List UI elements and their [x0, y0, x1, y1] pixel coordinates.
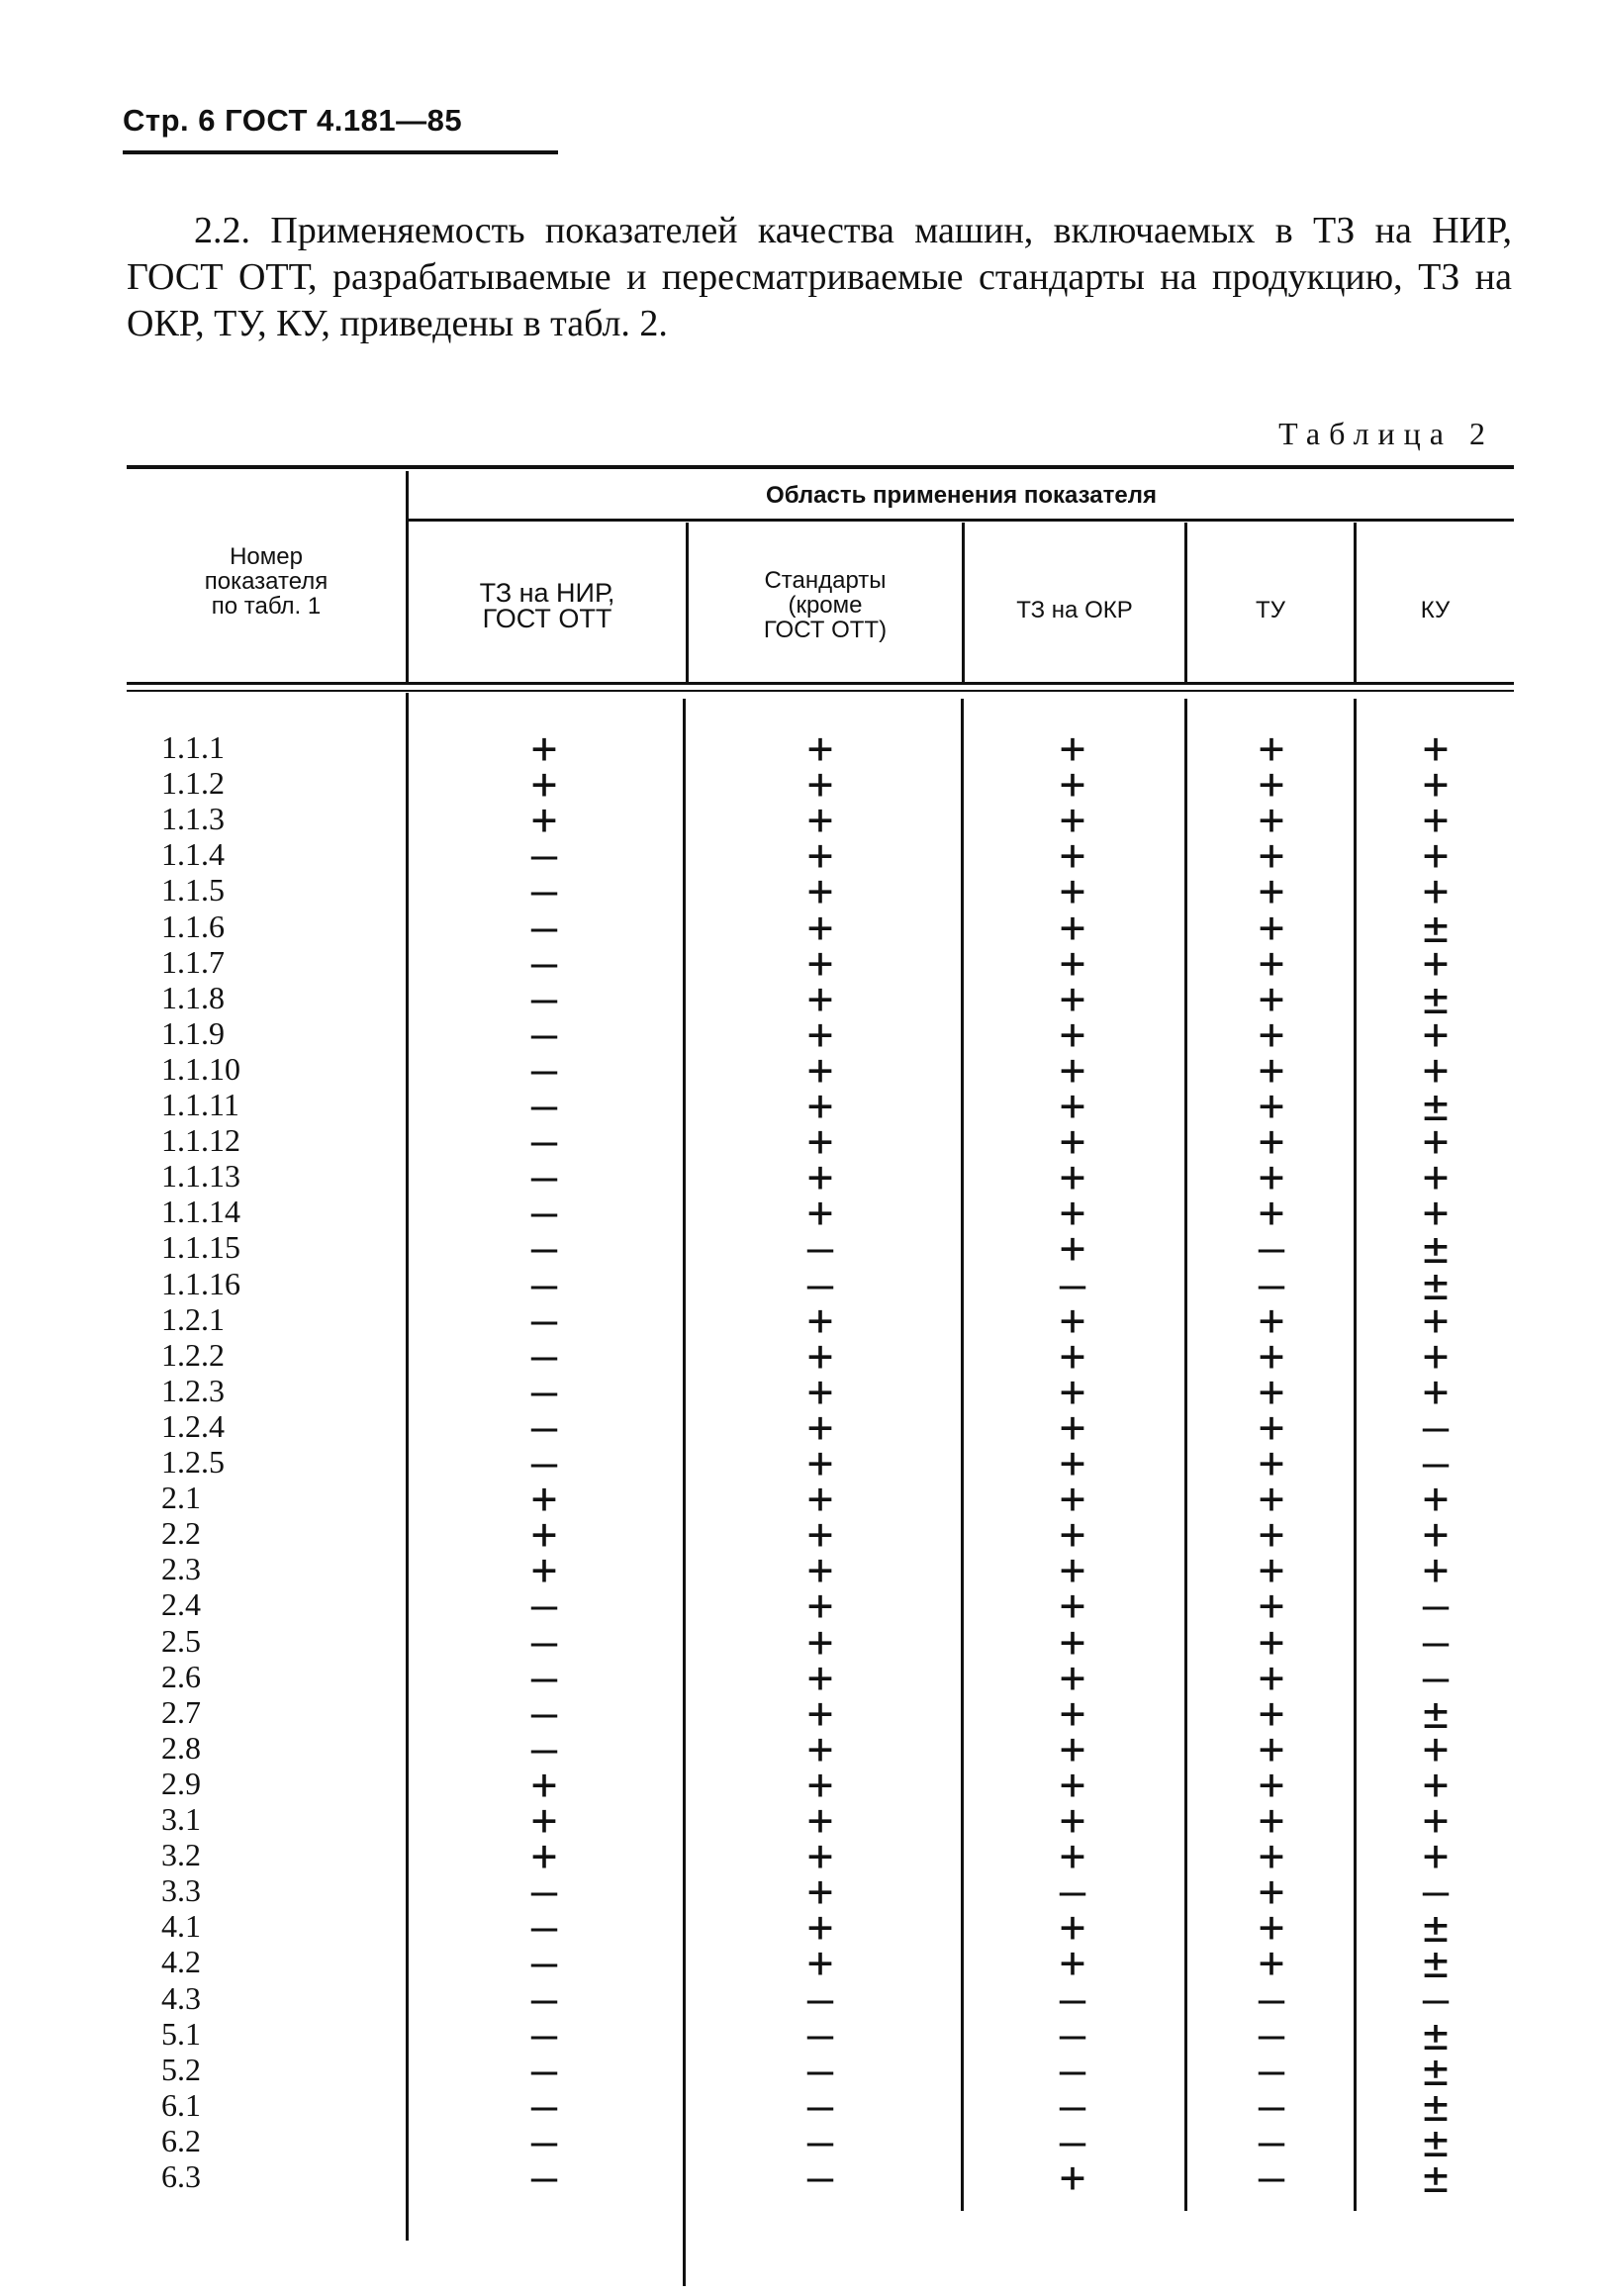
table-cell: + [806, 1545, 834, 1595]
row-number: 4.1 [161, 1908, 201, 1944]
table-cell: + [806, 1653, 834, 1703]
table-cell: + [1059, 830, 1086, 881]
table-cell: — [530, 1938, 558, 1988]
table-cell: + [1258, 1545, 1285, 1595]
table-cell: + [806, 866, 834, 916]
table-cell: — [530, 1617, 558, 1668]
table-cell: — [530, 1402, 558, 1453]
table-cell: — [806, 2152, 834, 2203]
row-number: 1.1.15 [161, 1229, 240, 1265]
table-cell: — [530, 1580, 558, 1631]
table-cell: + [806, 1045, 834, 1096]
table-cell: + [1059, 1081, 1086, 1131]
table-cell: + [806, 723, 834, 774]
col-header-ku [1357, 598, 1514, 622]
table-cell: — [530, 2010, 558, 2060]
col-header-standards-line-1: Стандарты [764, 567, 887, 594]
table-cell: — [530, 2081, 558, 2132]
row-number: 1.1.14 [161, 1194, 240, 1229]
table-cell: + [1059, 1509, 1086, 1560]
table-cell: + [1059, 1545, 1086, 1595]
table-cell: — [1059, 2081, 1086, 2132]
table-cell: + [1258, 1438, 1285, 1488]
table-cell: + [1258, 938, 1285, 989]
table-cell: + [806, 1795, 834, 1846]
table-cell: — [530, 1331, 558, 1382]
table-cell: + [1422, 1152, 1450, 1202]
table-cell: + [1258, 1902, 1285, 1953]
table-cell: + [1422, 1045, 1450, 1096]
table-cell: + [1258, 1724, 1285, 1774]
table-cell: — [1258, 2152, 1285, 2203]
table-title: Таблица 2 [1278, 416, 1494, 451]
table-cell: + [530, 1760, 558, 1810]
table-cell: + [1258, 903, 1285, 953]
row-header-line-3: по табл. 1 [211, 593, 322, 620]
table-cell: + [1059, 1724, 1086, 1774]
table-cell: + [1059, 1580, 1086, 1631]
table-cell: + [1258, 1509, 1285, 1560]
table-cell: + [1059, 1474, 1086, 1524]
table-cell: + [806, 1295, 834, 1346]
table-top-rule [127, 465, 1514, 469]
table-cell: + [806, 1866, 834, 1917]
row-number: 1.1.4 [161, 836, 225, 872]
row-number: 5.2 [161, 2052, 201, 2087]
body-divider-4 [1354, 699, 1357, 2211]
table-cell: + [1422, 1009, 1450, 1060]
table-cell: + [530, 1474, 558, 1524]
col-header-tz-okr-line-1: ТЗ на ОКР [1016, 597, 1133, 623]
table-cell: + [1258, 1653, 1285, 1703]
row-number: 6.2 [161, 2123, 201, 2158]
table-cell: + [1059, 1331, 1086, 1382]
table-cell: + [1422, 1331, 1450, 1382]
table-cell: + [530, 1509, 558, 1560]
table-cell: — [530, 1188, 558, 1238]
table-cell: — [530, 1974, 558, 2025]
table-cell: + [806, 830, 834, 881]
row-number: 1.1.1 [161, 729, 225, 765]
col-header-standards [689, 568, 962, 642]
table-cell: — [530, 1223, 558, 1274]
col-header-tu [1187, 598, 1354, 622]
table-cell: — [530, 1009, 558, 1060]
table-cell: + [1059, 1045, 1086, 1096]
row-number: 6.1 [161, 2087, 201, 2123]
table-cell: — [1059, 1974, 1086, 2025]
table-cell: + [1258, 1938, 1285, 1988]
table-cell: + [806, 974, 834, 1024]
table-cell: + [806, 1474, 834, 1524]
table-cell: + [1258, 1795, 1285, 1846]
row-number: 1.1.8 [161, 980, 225, 1015]
table-cell: + [806, 903, 834, 953]
table-cell: — [806, 2010, 834, 2060]
row-number: 1.1.7 [161, 944, 225, 980]
table-cell: + [1059, 903, 1086, 953]
table-cell: + [1059, 1223, 1086, 1274]
row-number: 2.1 [161, 1480, 201, 1515]
table-cell: + [1258, 1617, 1285, 1668]
table-cell: — [1258, 1260, 1285, 1310]
table-cell: — [806, 1223, 834, 1274]
table-cell: + [1059, 1653, 1086, 1703]
table-cell: + [1258, 1402, 1285, 1453]
section-paragraph: 2.2. Применяемость показателей качества машин, включаемых в ТЗ на НИР, ГОСТ ОТТ, разрабатываемые и пересматриваемые стандарты на продукцию, ТЗ на ОКР, ТУ, КУ, приведены в табл. 2. [127, 210, 1512, 344]
table-cell: + [1059, 723, 1086, 774]
table-cell: + [1422, 1474, 1450, 1524]
row-number: 1.1.12 [161, 1122, 240, 1158]
row-number: 6.3 [161, 2158, 201, 2194]
table-cell: + [1059, 759, 1086, 810]
col-header-tu-line-1: ТУ [1256, 597, 1285, 623]
table-cell: ± [1422, 1938, 1450, 1988]
table-cell: — [530, 1902, 558, 1953]
table-cell: + [1059, 1938, 1086, 1988]
row-number: 1.1.11 [161, 1087, 239, 1122]
table-cell: + [806, 795, 834, 845]
table-cell: — [530, 1045, 558, 1096]
row-number: 2.8 [161, 1730, 201, 1766]
table-cell: + [530, 723, 558, 774]
table-cell: + [1422, 1724, 1450, 1774]
table-cell: + [1422, 1116, 1450, 1167]
row-number: 2.4 [161, 1586, 201, 1622]
table-cell: + [1059, 1795, 1086, 1846]
row-number: 1.1.6 [161, 909, 225, 944]
table-cell: + [1422, 795, 1450, 845]
table-cell: ± [1422, 2117, 1450, 2167]
table-cell: — [530, 830, 558, 881]
table-cell: + [1422, 1795, 1450, 1846]
table-cell: + [1258, 1188, 1285, 1238]
table-cell: — [530, 1438, 558, 1488]
table-cell: + [1422, 1367, 1450, 1417]
group-header-rule [409, 519, 1514, 522]
table-cell: + [806, 1081, 834, 1131]
table-cell: — [806, 1974, 834, 2025]
table-cell: + [530, 1831, 558, 1881]
body-divider-3 [1184, 699, 1187, 2211]
table-cell: + [1059, 2152, 1086, 2203]
table-cell: ± [1422, 2046, 1450, 2096]
table-cell: + [1059, 1116, 1086, 1167]
table-cell: ± [1422, 1260, 1450, 1310]
row-number: 1.2.5 [161, 1444, 225, 1480]
table-cell: + [806, 1688, 834, 1739]
col-header-ku-line-1: КУ [1420, 597, 1451, 623]
table-cell: + [806, 1116, 834, 1167]
table-cell: + [1258, 1367, 1285, 1417]
table-cell: — [1258, 2046, 1285, 2096]
table-cell: ± [1422, 1688, 1450, 1739]
row-number: 3.1 [161, 1801, 201, 1837]
table-cell: + [1258, 974, 1285, 1024]
table-cell: + [1422, 1831, 1450, 1881]
header-bottom-rule [127, 682, 1514, 685]
row-number: 1.1.2 [161, 765, 225, 801]
table-cell: + [1422, 759, 1450, 810]
table-cell: — [1422, 1974, 1450, 2025]
table-cell: — [530, 1116, 558, 1167]
body-divider-1 [683, 699, 686, 2286]
row-header-line-1: Номер [230, 543, 303, 570]
row-number: 1.1.13 [161, 1158, 240, 1194]
table-cell: — [530, 903, 558, 953]
row-number: 5.1 [161, 2016, 201, 2052]
row-number: 1.2.3 [161, 1373, 225, 1408]
table-cell: + [530, 1545, 558, 1595]
table-cell: — [1258, 1974, 1285, 2025]
col-header-standards-line-3: ГОСТ ОТТ) [763, 617, 888, 643]
table-cell: + [806, 759, 834, 810]
table-cell: + [806, 1402, 834, 1453]
col-header-tz-okr [965, 598, 1184, 622]
table-cell: + [1059, 1760, 1086, 1810]
table-cell: + [1258, 1045, 1285, 1096]
table-cell: — [530, 1724, 558, 1774]
table-cell: + [1422, 1295, 1450, 1346]
table-cell: — [1258, 2010, 1285, 2060]
table-cell: — [1422, 1438, 1450, 1488]
row-number: 1.1.10 [161, 1051, 240, 1087]
row-number: 2.9 [161, 1766, 201, 1801]
table-cell: + [806, 1760, 834, 1810]
table-cell: + [1422, 1509, 1450, 1560]
table-cell: + [1059, 974, 1086, 1024]
row-number: 3.3 [161, 1872, 201, 1908]
table-cell: ± [1422, 974, 1450, 1024]
col-header-tz-nir [409, 580, 686, 631]
table-cell: — [1059, 2046, 1086, 2096]
row-number: 2.3 [161, 1551, 201, 1586]
row-number: 1.1.5 [161, 872, 225, 908]
table-cell: — [1059, 1260, 1086, 1310]
table-cell: — [1422, 1866, 1450, 1917]
table-cell: + [806, 1438, 834, 1488]
table-cell: — [1059, 2010, 1086, 2060]
table-cell: — [530, 1152, 558, 1202]
table-cell: — [1059, 2117, 1086, 2167]
row-header-line-2: показателя [204, 568, 329, 595]
table-cell: + [1059, 1152, 1086, 1202]
table-cell: + [1059, 1688, 1086, 1739]
table-cell: + [1422, 723, 1450, 774]
table-cell: + [530, 1795, 558, 1846]
table-cell: + [1258, 723, 1285, 774]
row-number: 4.3 [161, 1980, 201, 2016]
table-cell: + [1422, 830, 1450, 881]
table-cell: + [1059, 866, 1086, 916]
table-cell: + [806, 1331, 834, 1382]
table-cell: + [1059, 795, 1086, 845]
table-cell: + [806, 1188, 834, 1238]
group-header: Область применения показателя [766, 482, 1157, 509]
table-cell: + [1258, 1331, 1285, 1382]
table-cell: — [1422, 1402, 1450, 1453]
table-cell: + [806, 1902, 834, 1953]
table-cell: + [806, 1938, 834, 1988]
body-divider-0 [406, 693, 409, 2241]
col-header-standards-line-2: (кроме [788, 592, 863, 619]
table-cell: ± [1422, 2081, 1450, 2132]
table-cell: + [1258, 795, 1285, 845]
table-cell: — [530, 2152, 558, 2203]
table-cell: — [530, 1295, 558, 1346]
row-number: 2.7 [161, 1694, 201, 1730]
table-cell: + [1258, 1152, 1285, 1202]
table-cell: — [806, 2117, 834, 2167]
table-cell: — [806, 2046, 834, 2096]
table-cell: + [1059, 1009, 1086, 1060]
row-number: 2.2 [161, 1515, 201, 1551]
table-cell: + [1059, 1367, 1086, 1417]
row-number: 4.2 [161, 1944, 201, 1979]
table-cell: ± [1422, 903, 1450, 953]
table-cell: + [1059, 938, 1086, 989]
table-cell: + [1258, 1760, 1285, 1810]
table-cell: — [530, 974, 558, 1024]
table-cell: + [1059, 1295, 1086, 1346]
table-cell: — [530, 866, 558, 916]
table-cell: ± [1422, 2152, 1450, 2203]
table-cell: + [806, 1009, 834, 1060]
table-cell: + [1258, 830, 1285, 881]
table-cell: + [1422, 1188, 1450, 1238]
table-cell: — [530, 938, 558, 989]
table-cell: + [1258, 1831, 1285, 1881]
row-number: 1.1.16 [161, 1266, 240, 1301]
row-number: 1.1.9 [161, 1015, 225, 1051]
table-cell: ± [1422, 1223, 1450, 1274]
table-cell: + [1258, 1081, 1285, 1131]
table-cell: + [530, 795, 558, 845]
table-cell: — [530, 1653, 558, 1703]
table-cell: + [1258, 1474, 1285, 1524]
row-number: 1.2.4 [161, 1408, 225, 1444]
table-cell: — [1258, 2117, 1285, 2167]
table-cell: + [806, 1831, 834, 1881]
table-cell: — [1422, 1653, 1450, 1703]
row-number: 2.5 [161, 1623, 201, 1659]
row-header-cell [127, 544, 406, 619]
table-cell: + [806, 1509, 834, 1560]
table-cell: ± [1422, 1081, 1450, 1131]
table-cell: + [1258, 1295, 1285, 1346]
table-cell: — [530, 1866, 558, 1917]
table-cell: + [1258, 1688, 1285, 1739]
table-cell: + [806, 938, 834, 989]
table-cell: + [1258, 1009, 1285, 1060]
table-cell: — [530, 1260, 558, 1310]
header-bottom-rule-2 [127, 690, 1514, 692]
row-number: 1.2.2 [161, 1337, 225, 1373]
table-cell: ± [1422, 2010, 1450, 2060]
table-cell: — [806, 1260, 834, 1310]
table-cell: ± [1422, 1902, 1450, 1953]
table-cell: + [806, 1724, 834, 1774]
table-cell: + [806, 1367, 834, 1417]
table-cell: + [806, 1580, 834, 1631]
table-cell: + [1422, 1760, 1450, 1810]
table-cell: — [530, 2046, 558, 2096]
row-number: 1.1.3 [161, 801, 225, 836]
table-cell: + [1258, 1580, 1285, 1631]
table-cell: + [1422, 1545, 1450, 1595]
col-header-tz-nir-line-2: ГОСТ ОТТ [482, 604, 612, 633]
table-cell: + [1258, 1866, 1285, 1917]
table-cell: — [1422, 1617, 1450, 1668]
table-cell: — [530, 1688, 558, 1739]
table-cell: — [1059, 1866, 1086, 1917]
header-underline [123, 150, 558, 154]
table-cell: + [806, 1617, 834, 1668]
table-cell: — [1258, 2081, 1285, 2132]
row-number: 2.6 [161, 1659, 201, 1694]
table-cell: + [1059, 1617, 1086, 1668]
table-cell: — [1258, 1223, 1285, 1274]
table-cell: + [1422, 938, 1450, 989]
row-number: 3.2 [161, 1837, 201, 1872]
table-cell: + [1258, 1116, 1285, 1167]
table-cell: + [1258, 759, 1285, 810]
table-cell: — [1422, 1580, 1450, 1631]
table-cell: — [530, 2117, 558, 2167]
table-cell: + [1422, 866, 1450, 916]
table-cell: — [806, 2081, 834, 2132]
table-cell: — [530, 1081, 558, 1131]
page-header: Стр. 6 ГОСТ 4.181—85 [123, 103, 463, 138]
table-cell: + [1059, 1188, 1086, 1238]
table-cell: + [806, 1152, 834, 1202]
table-cell: + [1258, 866, 1285, 916]
table-cell: + [1059, 1831, 1086, 1881]
row-number: 1.2.1 [161, 1301, 225, 1337]
table-cell: — [530, 1367, 558, 1417]
table-cell: + [1059, 1402, 1086, 1453]
table-cell: + [1059, 1902, 1086, 1953]
table-cell: + [1059, 1438, 1086, 1488]
col-header-tz-nir-line-1: ТЗ на НИР, [479, 578, 615, 608]
table-cell: + [530, 759, 558, 810]
body-divider-2 [961, 699, 964, 2211]
